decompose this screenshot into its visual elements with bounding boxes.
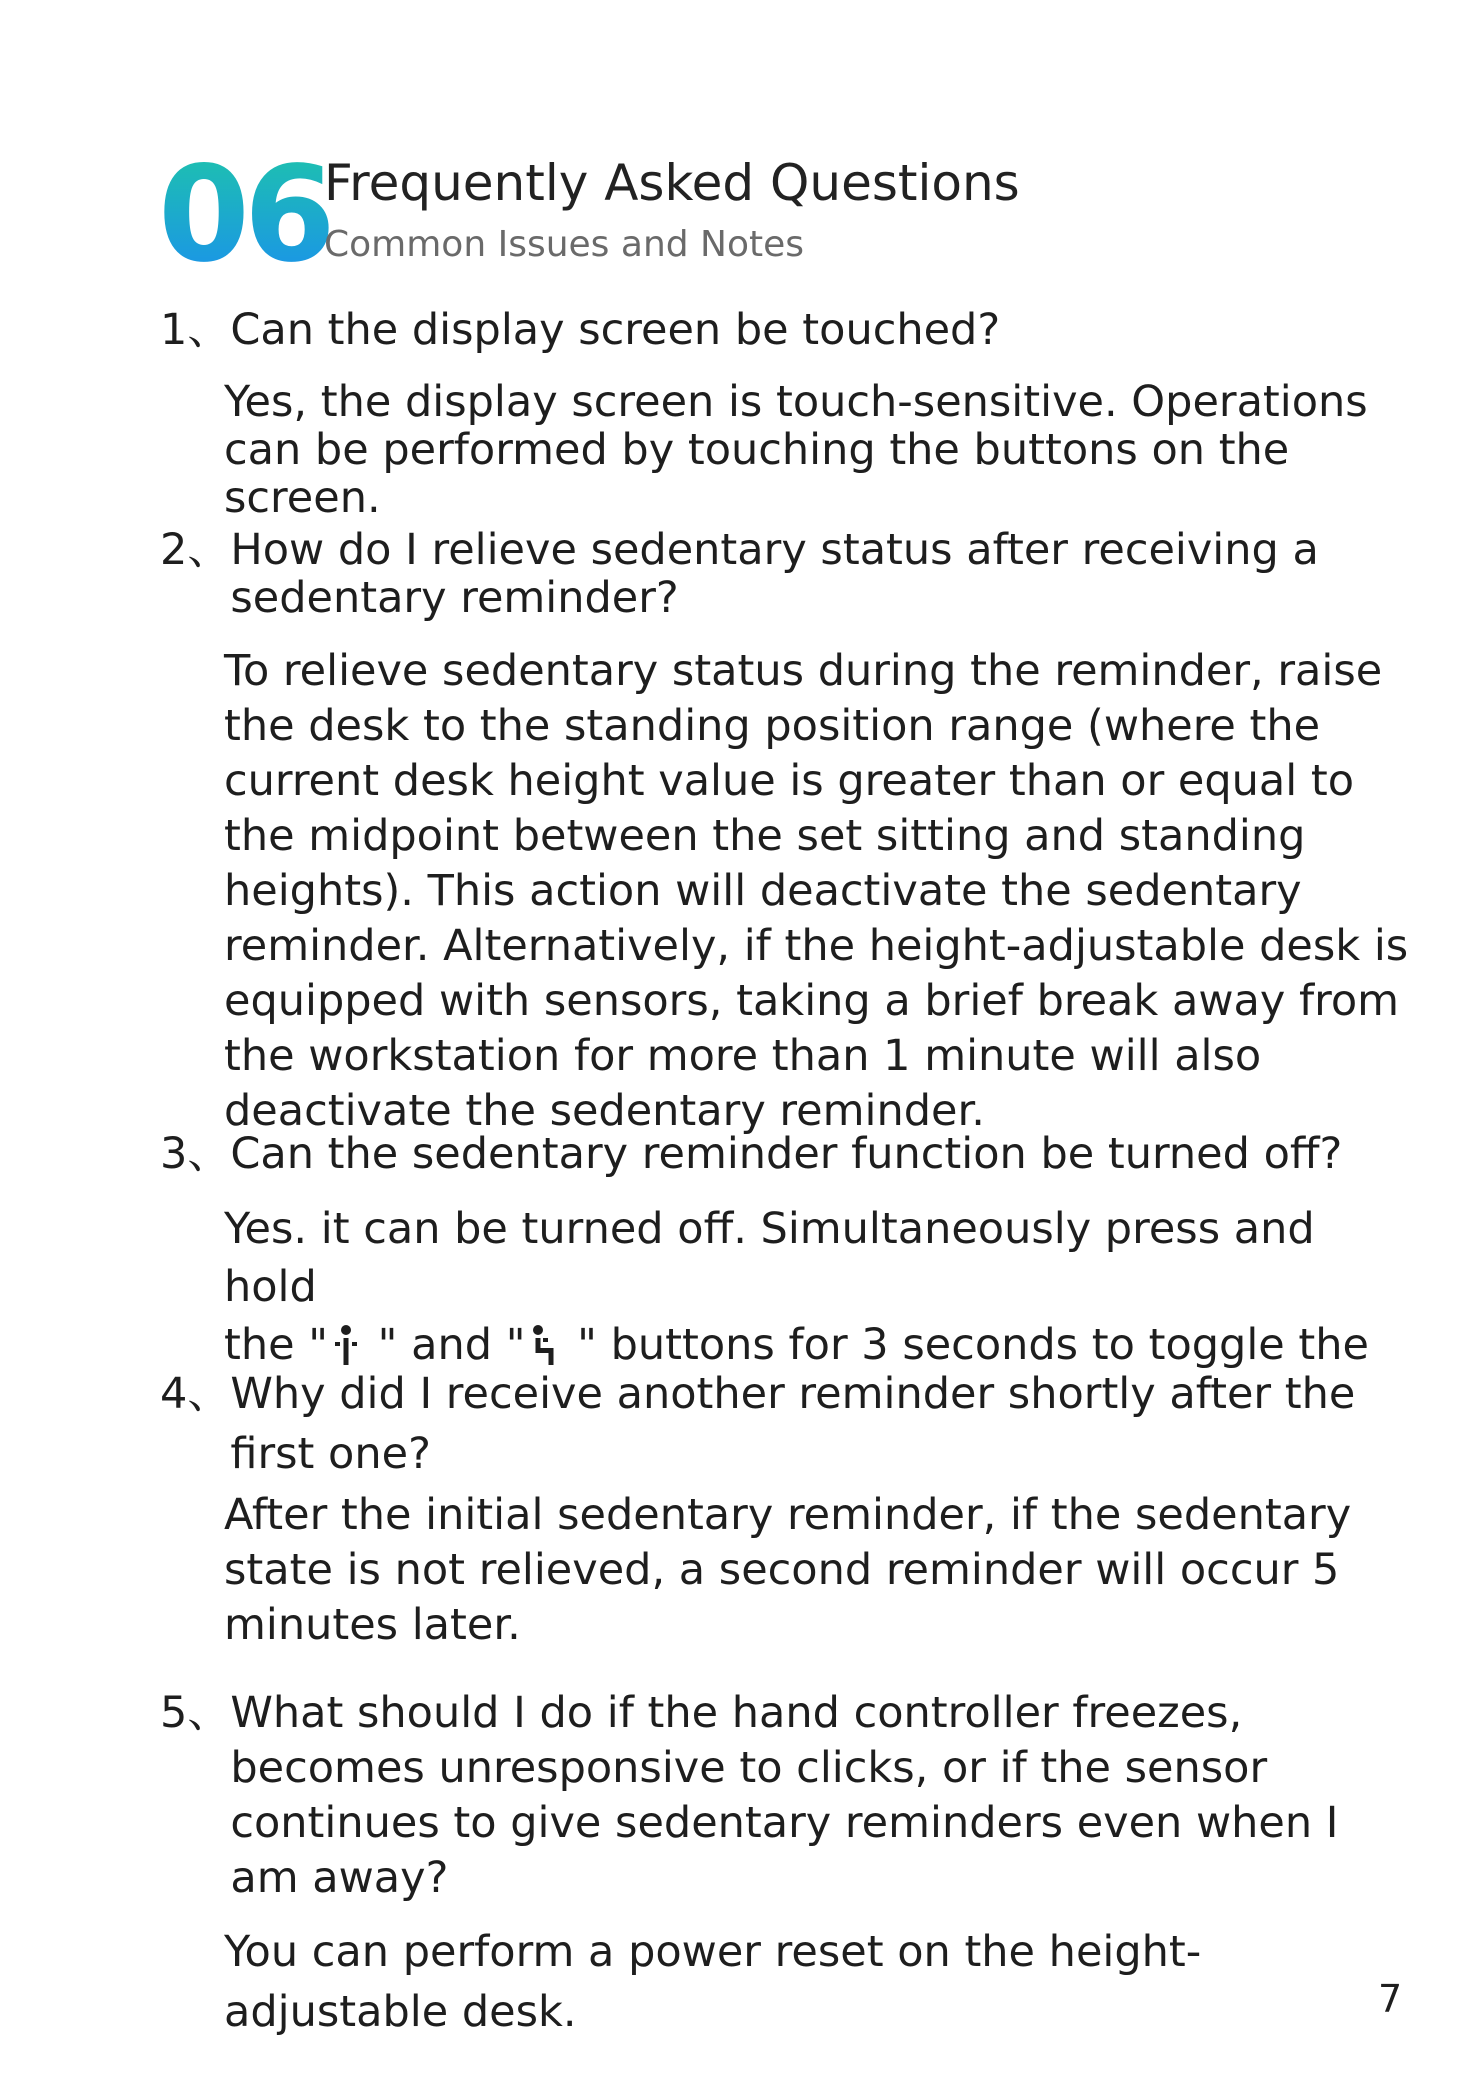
section-number [158, 138, 330, 292]
faq-answer-5: You can perform a power reset on the height-adjustable desk. [224, 1927, 1202, 2037]
page-number: 7 [1378, 1977, 1403, 2021]
faq-answer-3-post: " buttons for 3 seconds to toggle the [563, 1320, 1369, 1370]
faq-question-1 [160, 306, 1410, 354]
faq-question-text-5: What should I do if the hand controller freezes, becomes unresponsive to clicks, or if the sensor continues to give sedentary reminders even when I am away? [230, 1688, 1339, 1903]
faq-item-5 [160, 1686, 1410, 2042]
faq-item-1 [160, 306, 1410, 522]
faq-answer-3-mid: " and " [364, 1320, 526, 1370]
faq-question-5 [160, 1686, 1400, 1906]
faq-item-4 [160, 1364, 1410, 1653]
faq-question-text-2: How do I relieve sedentary status after receiving a sedentary reminder? [230, 525, 1319, 623]
faq-question-4 [160, 1364, 1380, 1484]
faq-number-1: 1、 [160, 305, 231, 355]
section-title: Frequently Asked Questions [324, 154, 1020, 212]
faq-answer-3-line-1: Yes. it can be turned off. Simultaneously press and hold [224, 1204, 1315, 1312]
faq-question-text-1: Can the display screen be touched? [230, 305, 1001, 355]
svg-text:06: 06 [158, 138, 330, 292]
sitting-person-icon [529, 1323, 559, 1367]
standing-person-icon [332, 1323, 360, 1367]
faq-question-text-3: Can the sedentary reminder function be turned off? [230, 1129, 1343, 1179]
faq-number-4: 4、 [160, 1369, 231, 1419]
faq-answer-2: To relieve sedentary status during the reminder, raise the desk to the standing position range (where the current desk height value is greater than or equal to the midpoint between the set sitting and standing heights). This action will deactivate the sedentary reminder. Alternatively, if the height-adjustable desk is equipped with sensors, taking a brief break away from the workstation for more than 1 minute will also deactivate the sedentary reminder. [224, 646, 1409, 1136]
section-header [158, 138, 1358, 292]
faq-number-5: 5、 [160, 1688, 231, 1738]
faq-answer-3-pre: the " [224, 1320, 329, 1370]
faq-item-3 [160, 1130, 1410, 1374]
faq-number-3: 3、 [160, 1129, 231, 1179]
faq-question-text-4: Why did I receive another reminder shortly after the first one? [230, 1369, 1356, 1479]
faq-question-2 [160, 526, 1350, 622]
faq-answer-4: After the initial sedentary reminder, if the sedentary state is not relieved, a second reminder will occur 5 minutes later. [224, 1490, 1352, 1650]
faq-number-2: 2、 [160, 525, 231, 575]
faq-item-2 [160, 526, 1410, 1139]
section-subtitle: Common Issues and Notes [324, 224, 805, 265]
faq-answer-1: Yes, the display screen is touch-sensitive. Operations can be performed by touching the buttons on the screen. [224, 377, 1368, 523]
faq-question-3 [160, 1130, 1410, 1178]
faq-answer-3 [224, 1200, 1414, 1374]
